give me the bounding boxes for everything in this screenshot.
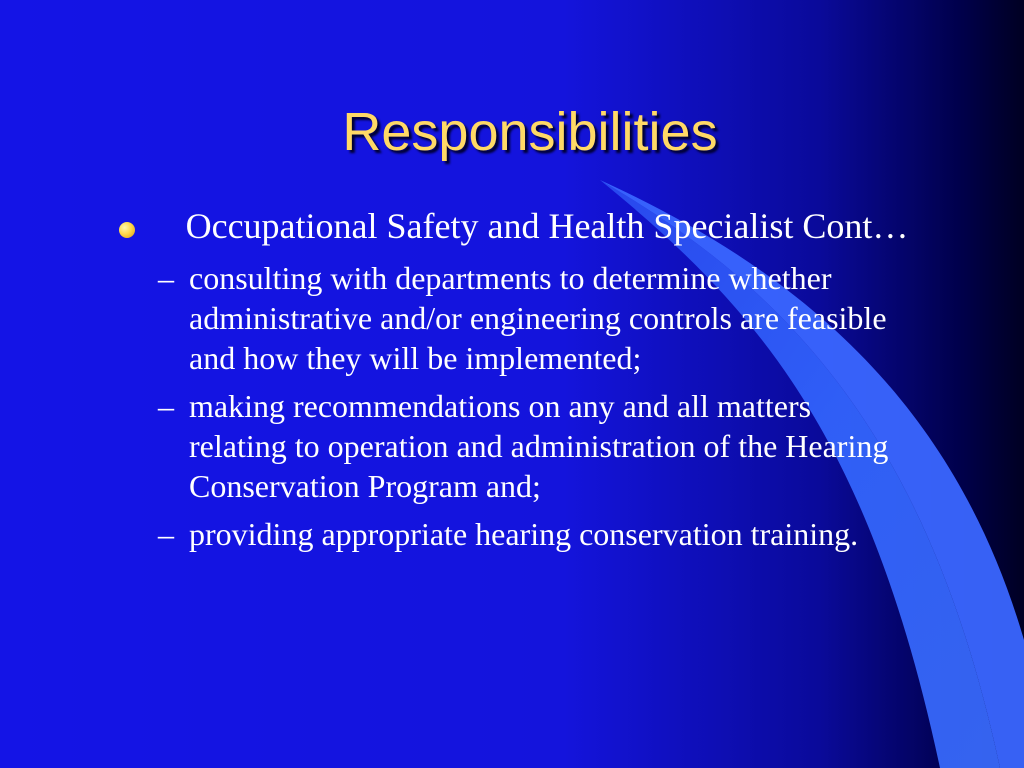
slide-content <box>0 206 1024 562</box>
sub-bullet-text: consulting with departments to determine whether administrative and/or engineering controls are feasible and how they will be implemented; <box>189 260 887 376</box>
sub-bullet-text: making recommendations on any and all matters relating to operation and administration of the Hearing Conservation Program and; <box>189 388 889 504</box>
sub-bullet-text: providing appropriate hearing conservation training. <box>189 516 859 552</box>
dash-marker: – <box>158 388 174 424</box>
sub-bullet-list <box>0 258 1024 554</box>
slide-title: Responsibilities <box>342 102 718 162</box>
sub-bullet-item <box>0 386 889 506</box>
bullet-text: Occupational Safety and Health Specialist Cont… <box>185 206 909 246</box>
bullet-dot-icon <box>119 222 135 238</box>
sub-bullet-item <box>0 514 889 554</box>
dash-marker: – <box>158 516 174 552</box>
bullet-item <box>0 206 937 246</box>
dash-marker: – <box>158 260 174 296</box>
sub-bullet-item <box>0 258 889 378</box>
